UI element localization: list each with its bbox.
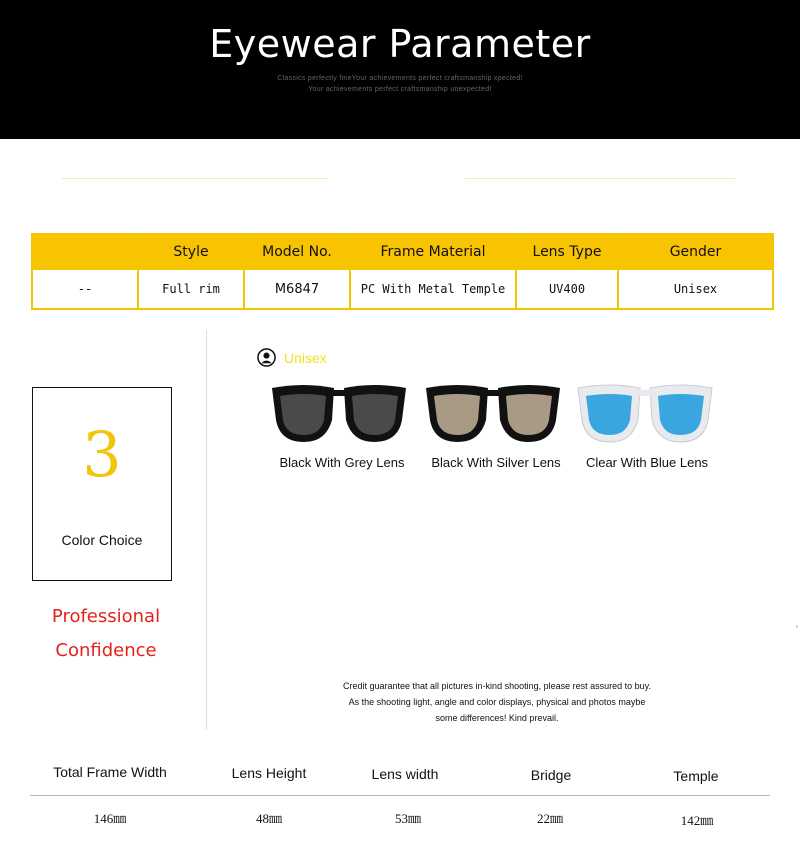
credit-line: As the shooting light, angle and color displays, physical and photos maybe xyxy=(348,697,646,707)
color-choice-label: Color Choice xyxy=(61,532,143,548)
size-header: Temple xyxy=(673,768,719,784)
variant-caption: Clear With Blue Lens xyxy=(585,455,709,470)
header-subtitle-1: Classics perfectly fineYour achievements perfect craftsmanship xpected! xyxy=(277,75,523,82)
slogan-line-1: Professional xyxy=(51,606,161,627)
size-header: Total Frame Width xyxy=(53,764,167,780)
credit-line: Credit guarantee that all pictures in-kind shooting, please rest assured to buy. xyxy=(342,681,651,691)
parameter-header-cell: Style xyxy=(138,234,244,269)
variant-caption: Black With Grey Lens xyxy=(279,455,405,470)
glasses-image-black-silver xyxy=(422,380,564,446)
size-divider xyxy=(30,795,770,796)
parameter-header-row xyxy=(32,234,773,269)
slogan-line-2: Confidence xyxy=(55,640,157,661)
parameter-table xyxy=(31,233,774,310)
color-choice-box xyxy=(32,387,172,581)
size-value: 53㎜ xyxy=(394,811,421,826)
header-banner xyxy=(0,0,800,139)
parameter-header-cell: Model No. xyxy=(244,234,350,269)
parameter-value-cell: PC With Metal Temple xyxy=(350,269,516,309)
section-divider xyxy=(206,330,207,730)
parameter-value-cell: Unisex xyxy=(618,269,773,309)
size-value: 146㎜ xyxy=(93,811,127,826)
parameter-value-cell: M6847 xyxy=(244,269,350,309)
parameter-value-cell: UV400 xyxy=(516,269,618,309)
parameter-header-cell xyxy=(32,234,138,269)
credit-notice xyxy=(262,678,732,726)
glasses-image-black-grey xyxy=(268,380,410,446)
size-header: Bridge xyxy=(530,767,572,783)
parameter-value-cell: -- xyxy=(32,269,138,309)
size-header: Lens Height xyxy=(231,765,307,781)
size-value: 22㎜ xyxy=(536,811,563,826)
color-count: 3 xyxy=(82,418,122,491)
decorative-line-right xyxy=(465,178,735,179)
credit-line: some differences! Kind prevail. xyxy=(435,713,559,723)
parameter-header-cell: Gender xyxy=(618,234,773,269)
page-title: Eyewear Parameter xyxy=(209,22,591,66)
parameter-value-row xyxy=(32,269,773,309)
size-value: 48㎜ xyxy=(255,811,282,826)
header-subtitle-2: Your achievements perfect craftsmanship unexpected! xyxy=(308,86,492,93)
glasses-image-clear-blue xyxy=(574,380,716,446)
size-value: 142㎜ xyxy=(680,813,714,828)
gender-tag: Unisex xyxy=(284,350,327,366)
person-icon xyxy=(257,348,276,367)
parameter-value-cell: Full rim xyxy=(138,269,244,309)
parameter-header-cell: Lens Type xyxy=(516,234,618,269)
decorative-line-left xyxy=(62,178,328,179)
variant-caption: Black With Silver Lens xyxy=(431,455,561,470)
parameter-header-cell: Frame Material xyxy=(350,234,516,269)
size-header: Lens width xyxy=(371,766,439,782)
edge-mark: ' xyxy=(796,624,798,634)
